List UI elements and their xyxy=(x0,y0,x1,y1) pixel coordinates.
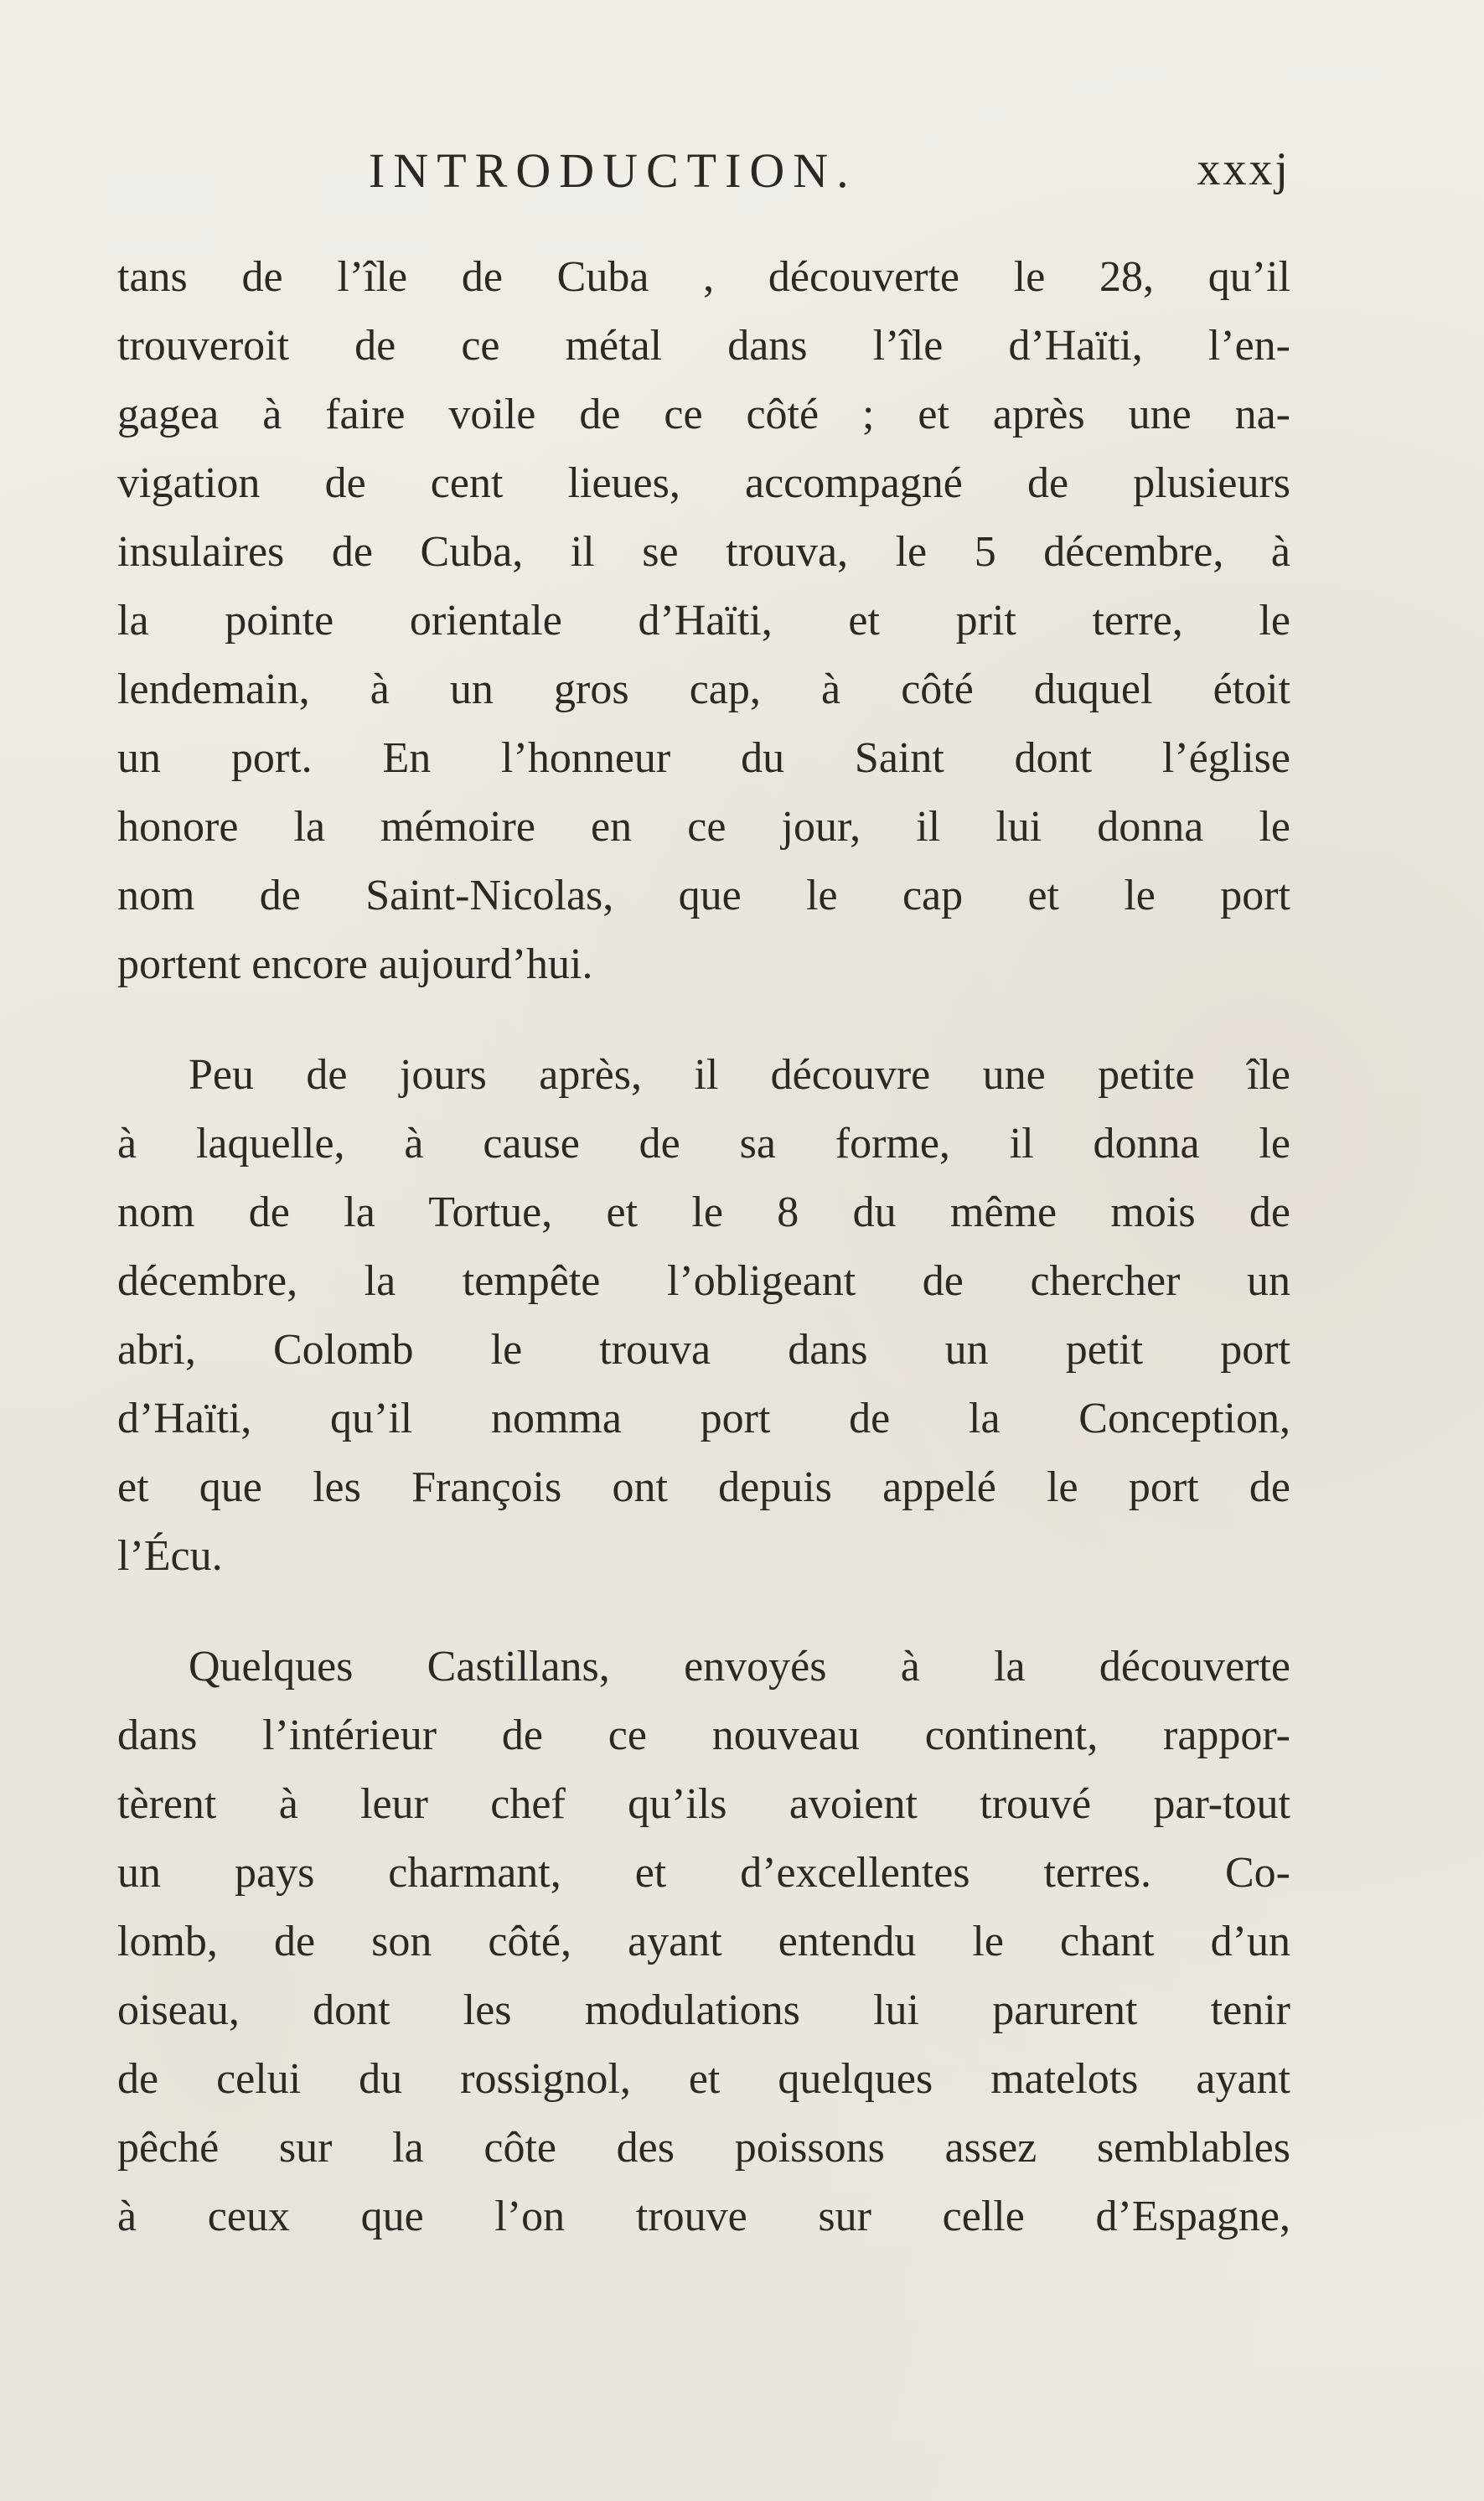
text-line: gagea à faire voile de ce côté ; et après une na- xyxy=(117,391,1290,438)
text-line: un pays charmant, et d’excellentes terres. Co- xyxy=(117,1849,1290,1897)
text-line: un port. En l’honneur du Saint dont l’église xyxy=(117,734,1290,782)
text-line: oiseau, dont les modulations lui parurent tenir xyxy=(117,1986,1290,2034)
paragraph-gap xyxy=(117,999,1290,1041)
text-line: lomb, de son côté, ayant entendu le chant d’un xyxy=(117,1918,1290,1965)
text-line: tèrent à leur chef qu’ils avoient trouvé par-tout xyxy=(117,1780,1290,1828)
text-line: de celui du rossignol, et quelques matelots ayant xyxy=(117,2055,1290,2103)
text-line: la pointe orientale d’Haïti, et prit terre, le xyxy=(117,597,1290,645)
page-number: xxxj xyxy=(1197,143,1290,195)
page-header xyxy=(117,142,1290,218)
text-line: à laquelle, à cause de sa forme, il donna le xyxy=(117,1120,1290,1168)
text-line: d’Haïti, qu’il nomma port de la Conception, xyxy=(117,1395,1290,1442)
text-line: lendemain, à un gros cap, à côté duquel étoit xyxy=(117,665,1290,713)
text-line: à ceux que l’on trouve sur celle d’Espagne, xyxy=(117,2193,1290,2240)
text-line: Peu de jours après, il découvre une petite île xyxy=(189,1051,1290,1099)
text-line: dans l’intérieur de ce nouveau continent, rappor- xyxy=(117,1711,1290,1759)
text-line: décembre, la tempête l’obligeant de chercher un xyxy=(117,1257,1290,1305)
text-line: tans de l’île de Cuba , découverte le 28, qu’il xyxy=(117,253,1290,301)
paragraph-3 xyxy=(117,1633,1290,2251)
paragraph-gap xyxy=(117,1591,1290,1633)
body-text xyxy=(117,243,1290,2251)
text-line: nom de Saint-Nicolas, que le cap et le port xyxy=(117,872,1290,919)
text-line: vigation de cent lieues, accompagné de plusieurs xyxy=(117,459,1290,507)
text-line: pêché sur la côte des poissons assez semblables xyxy=(117,2124,1290,2172)
text-line: abri, Colomb le trouva dans un petit port xyxy=(117,1326,1290,1374)
text-line: Quelques Castillans, envoyés à la découverte xyxy=(189,1643,1290,1691)
paragraph-1 xyxy=(117,243,1290,999)
text-line: et que les François ont depuis appelé le port de xyxy=(117,1463,1290,1511)
paragraph-2 xyxy=(117,1041,1290,1591)
running-title: INTRODUCTION. xyxy=(369,143,857,198)
text-line: insulaires de Cuba, il se trouva, le 5 décembre, à xyxy=(117,528,1290,576)
text-line: nom de la Tortue, et le 8 du même mois de xyxy=(117,1188,1290,1236)
text-line: trouveroit de ce métal dans l’île d’Haïti, l’en- xyxy=(117,322,1290,370)
text-line: portent encore aujourd’hui. xyxy=(117,940,593,988)
text-line: l’Écu. xyxy=(117,1532,223,1580)
text-line: honore la mémoire en ce jour, il lui donna le xyxy=(117,803,1290,851)
